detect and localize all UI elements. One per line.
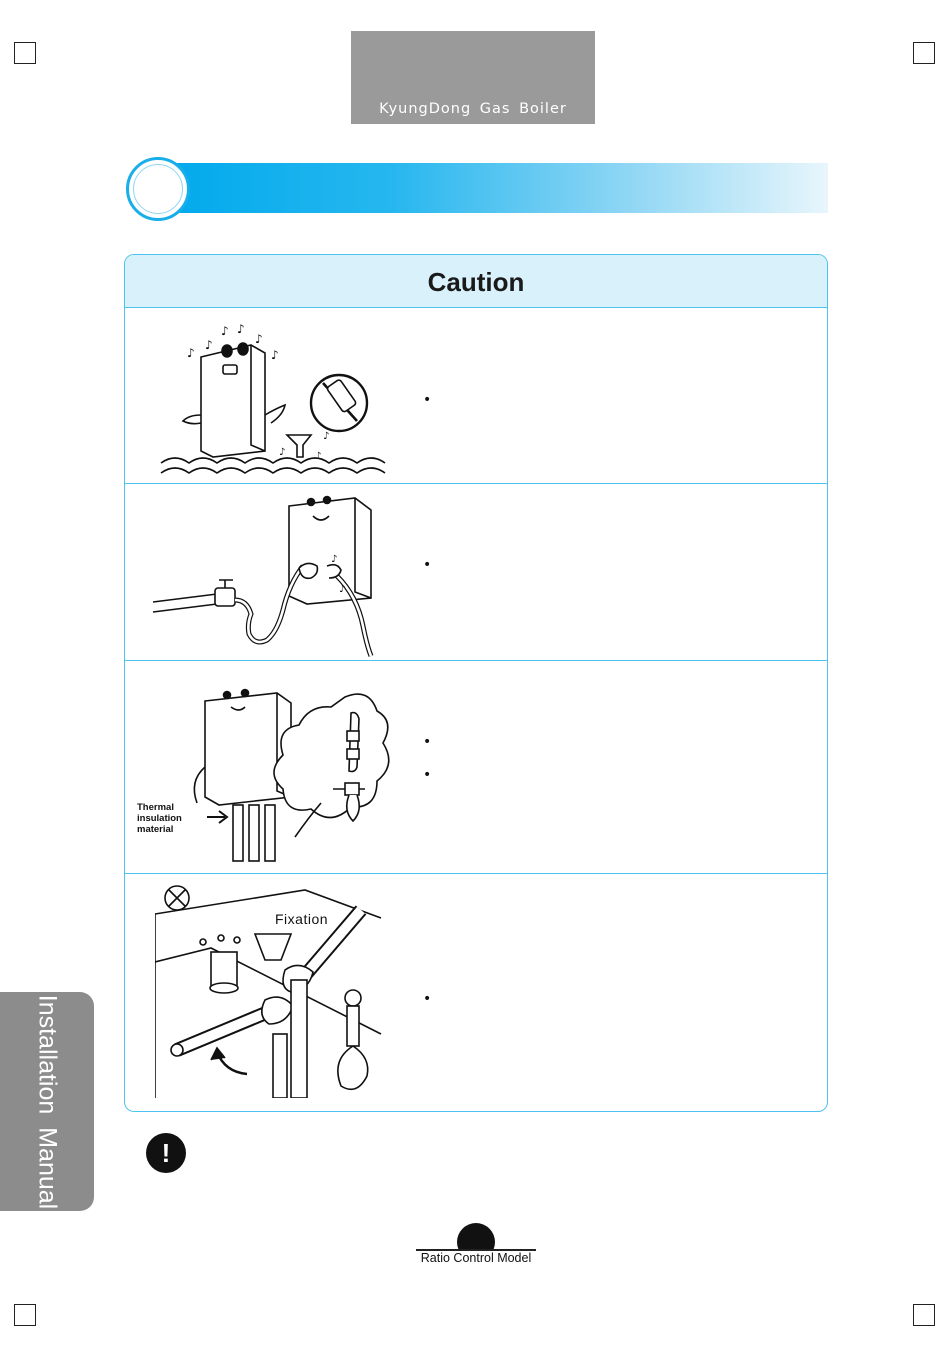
svg-text:♪: ♪: [187, 346, 195, 360]
svg-text:♪: ♪: [237, 322, 245, 336]
caution-row-4: [125, 874, 827, 1112]
row-3-bullet-2: [423, 768, 433, 782]
fixation-label: Fixation: [275, 911, 329, 927]
thermal-label-line-2: insulation: [137, 813, 182, 824]
row-1-bullet: [423, 393, 433, 407]
svg-text:♪: ♪: [205, 338, 213, 352]
boiler-drain-no-chemicals-illustration: [155, 315, 395, 475]
brand-title: KyungDong Gas Boiler: [379, 101, 567, 117]
registration-mark-top-left: [14, 42, 36, 64]
exclamation-icon: !: [146, 1133, 186, 1173]
svg-text:♪: ♪: [323, 431, 330, 442]
boiler-thermal-insulation-illustration: [135, 667, 395, 867]
registration-mark-bottom-right: [913, 1304, 935, 1326]
svg-text:♪: ♪: [271, 348, 279, 362]
side-tab-label: Installation Manual: [33, 994, 62, 1210]
section-number-circle: [126, 157, 190, 221]
svg-text:♪: ♪: [221, 324, 229, 338]
row-3-bullet-1: [423, 735, 433, 749]
caution-row-1: [125, 307, 827, 484]
svg-text:♪: ♪: [279, 447, 286, 458]
registration-mark-top-right: [913, 42, 935, 64]
registration-mark-bottom-left: [14, 1304, 36, 1326]
side-tab: [0, 992, 94, 1211]
thermal-label-line-3: material: [137, 824, 174, 835]
caution-title: Caution: [125, 255, 827, 308]
svg-text:♪: ♪: [315, 451, 322, 462]
svg-text:♪: ♪: [255, 332, 263, 346]
caution-row-2: [125, 484, 827, 661]
pipe-fixation-wrench-illustration: [155, 884, 385, 1098]
section-title-band: [160, 163, 828, 213]
footer-model-name: Ratio Control Model: [420, 1251, 532, 1265]
svg-text:♪: ♪: [331, 554, 338, 565]
svg-text:♪: ♪: [339, 584, 346, 595]
boiler-water-hose-connection-illustration: [149, 488, 389, 658]
row-4-bullet: [423, 992, 433, 1006]
caution-panel: [124, 254, 828, 1112]
row-2-bullet: [423, 558, 433, 572]
caution-row-3: [125, 661, 827, 874]
thermal-label-line-1: Thermal: [137, 802, 174, 813]
brand-header: [351, 31, 595, 124]
